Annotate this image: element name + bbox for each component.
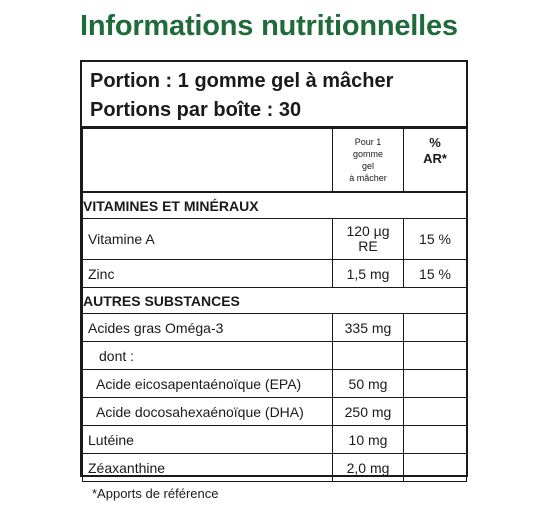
- amount-line: 120 µg: [346, 223, 390, 239]
- header-pct: [404, 129, 467, 193]
- header-pct-line: AR*: [423, 151, 447, 166]
- header-amount-line: Pour 1: [354, 137, 382, 147]
- nutrient-pct: [404, 398, 467, 426]
- nutrient-name: Acides gras Oméga-3: [83, 314, 333, 342]
- header-empty-cell: [83, 129, 333, 193]
- nutrient-pct: 15 %: [404, 260, 467, 288]
- nutrient-name: Zinc: [83, 260, 333, 288]
- nutrient-amount: [333, 219, 404, 260]
- header-amount-line: gel: [361, 161, 374, 171]
- nutrient-name: Acide docosahexaénoïque (DHA): [83, 398, 333, 426]
- nutrient-amount: 250 mg: [333, 398, 404, 426]
- table-row: [83, 426, 467, 454]
- nutrition-table: [82, 128, 467, 482]
- nutrient-amount: 50 mg: [333, 370, 404, 398]
- table-row: [83, 370, 467, 398]
- footnote: *Apports de référence: [92, 486, 219, 501]
- header-pct-line: %: [429, 135, 441, 150]
- header-amount: [333, 129, 404, 193]
- table-row: [83, 260, 467, 288]
- nutrient-name: Lutéine: [83, 426, 333, 454]
- table-row: [83, 454, 467, 482]
- nutrition-facts-panel: [80, 60, 468, 477]
- section-header: [83, 192, 467, 219]
- serving-size: Portion : 1 gomme gel à mâcher: [90, 70, 394, 92]
- section-other: AUTRES SUBSTANCES: [83, 288, 467, 314]
- table-row: [83, 219, 467, 260]
- nutrient-amount: 10 mg: [333, 426, 404, 454]
- serving-info: [82, 62, 466, 128]
- table-row: [83, 314, 467, 342]
- nutrient-pct: 15 %: [404, 219, 467, 260]
- table-row: [83, 342, 467, 370]
- nutrient-pct: [404, 342, 467, 370]
- table-header-row: [83, 129, 467, 193]
- nutrient-pct: [404, 426, 467, 454]
- nutrient-name: Zéaxanthine: [83, 454, 333, 482]
- nutrient-amount: 335 mg: [333, 314, 404, 342]
- section-header: [83, 288, 467, 314]
- nutrient-amount: [333, 342, 404, 370]
- header-amount-line: à mâcher: [349, 173, 387, 183]
- nutrient-pct: [404, 314, 467, 342]
- section-vitamins: VITAMINES ET MINÉRAUX: [83, 192, 467, 219]
- nutrient-amount: 1,5 mg: [333, 260, 404, 288]
- nutrient-amount: 2,0 mg: [333, 454, 404, 482]
- nutrient-name: dont :: [83, 342, 333, 370]
- page-title: Informations nutritionnelles: [80, 10, 458, 42]
- nutrient-name: Vitamine A: [83, 219, 333, 260]
- servings-per-box: Portions par boîte : 30: [90, 99, 302, 121]
- nutrient-pct: [404, 370, 467, 398]
- nutrient-pct: [404, 454, 467, 482]
- nutrient-name: Acide eicosapentaénoïque (EPA): [83, 370, 333, 398]
- amount-line: RE: [358, 238, 378, 254]
- table-row: [83, 398, 467, 426]
- header-amount-line: gomme: [352, 149, 383, 159]
